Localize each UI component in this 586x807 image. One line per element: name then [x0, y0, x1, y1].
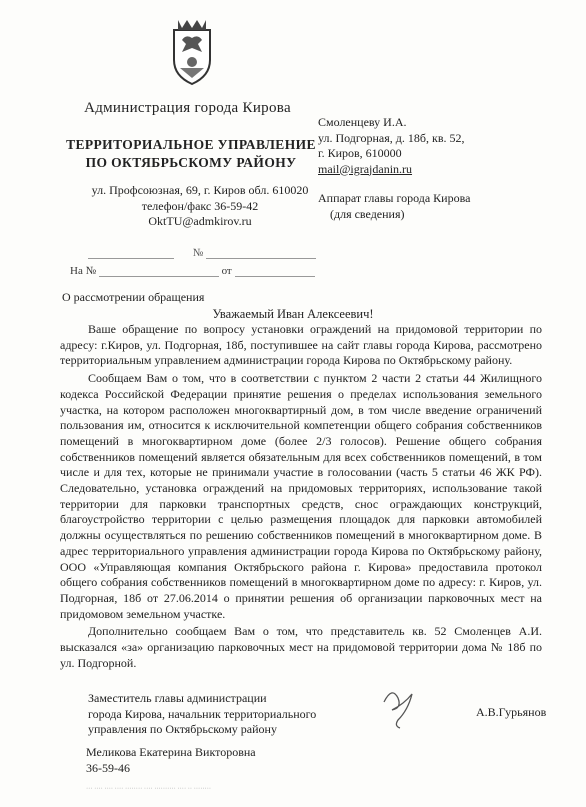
body-paragraph: Сообщаем Вам о том, что в соответствии с пунктом 2 части 2 статьи 44 Жилищного кодекса Российской Федерации принятие решения о пределах использования земельного участка, на котором расположен многоквартирный дом, в том числе введение ограничений пользования им, относится к исключительной компетенции общего собрания собственников помещений в многоквартирном доме (более 2/3 голосов). Решение общего собрания собственников помещений является обязательным для всех собственников помещений, в том числе и для тех, которые не принимали участие в голосовании (часть 5 статьи 46 ЖК РФ). Следовательно, установка ограждений на придомовых территориях, использование такой территории для парковки транспортных средств, снос ограждающих конструкций, благоустройство территории с целью размещения площадок для парковки автомобилей должны осуществляться по решению собственников помещений в многоквартирном доме. В адрес территориального управления администрации города Кирова по Октябрьскому району, ООО «Управляющая компания Октябрьского района г. Кирова» предоставила протокол общего собрания собственников помещений в многоквартирном доме по адресу: г. Киров, ул. Подгорная, 18б от 27.06.2014 о принятии решения об организации парковочных мест на придомовом земельном участке. [60, 371, 542, 621]
sender-phone: телефон/факс 36-59-42 [141, 198, 259, 213]
sender-contacts [70, 183, 330, 230]
recipient-block [318, 115, 558, 222]
greeting: Уважаемый Иван Алексеевич! [212, 307, 374, 321]
sender-email: OktTU@admkirov.ru [148, 214, 252, 228]
number-sign: № [192, 247, 204, 259]
administration-title: Администрация города Кирова [84, 100, 291, 116]
recipient-street: ул. Подгорная, д. 18б, кв. 52, [318, 130, 465, 145]
department-name [62, 136, 320, 172]
handwritten-reply-date [235, 276, 315, 277]
handwritten-signature-icon [378, 680, 418, 730]
handwritten-date [88, 258, 174, 259]
print-footer-stamp: ··· ···· ···· ···· ········ ···· ·········· ···· ·· ········ [86, 785, 212, 792]
recipient-name: Смоленцеву И.А. [318, 115, 407, 129]
letter-subject: О рассмотрении обращения [62, 290, 205, 304]
recipient-city: г. Киров, 610000 [318, 146, 402, 160]
body-paragraph: Дополнительно сообщаем Вам о том, что представитель кв. 52 Смоленцев А.И. высказался «за» организацию парковочных мест на придомовой территории дома № 18б по ул. Подгорной. [60, 624, 542, 670]
signer-name: А.В.Гурьянов [476, 705, 547, 719]
outgoing-registration [88, 247, 348, 263]
reply-label: На № [70, 265, 97, 277]
copy-recipient: Аппарат главы города Кирова [318, 191, 471, 205]
from-label: от [221, 265, 232, 277]
signer-position-line-1: Заместитель главы администрации [88, 691, 267, 705]
executor-block [86, 745, 336, 776]
signer-position [88, 691, 338, 738]
department-line-1: ТЕРРИТОРИАЛЬНОЕ УПРАВЛЕНИЕ [66, 137, 316, 152]
executor-phone: 36-59-46 [86, 760, 130, 775]
executor-name: Меликова Екатерина Викторовна [86, 745, 256, 759]
handwritten-number [206, 258, 316, 259]
department-line-2: ПО ОКТЯБРЬСКОМУ РАЙОНУ [85, 155, 297, 170]
signer-position-line-2: города Кирова, начальник территориального [88, 706, 317, 721]
recipient-email: mail@igrajdanin.ru [318, 161, 413, 176]
signer-position-line-3: управления по Октябрьскому району [88, 722, 277, 736]
reply-registration [70, 265, 350, 281]
letter-body [60, 322, 542, 671]
copy-note: (для сведения) [330, 206, 405, 221]
city-emblem-icon [168, 16, 216, 86]
body-paragraph: Ваше обращение по вопросу установки ограждений на придомовой территории по адресу: г.Киров, ул. Подгорная, 18б, поступившее на сайт главы города Кирова, рассмотрено территориальным управлением администрации города Кирова по Октябрьскому району. [60, 322, 542, 368]
handwritten-reply-number [99, 276, 219, 277]
sender-address: ул. Профсоюзная, 69, г. Киров обл. 610020 [91, 183, 309, 197]
